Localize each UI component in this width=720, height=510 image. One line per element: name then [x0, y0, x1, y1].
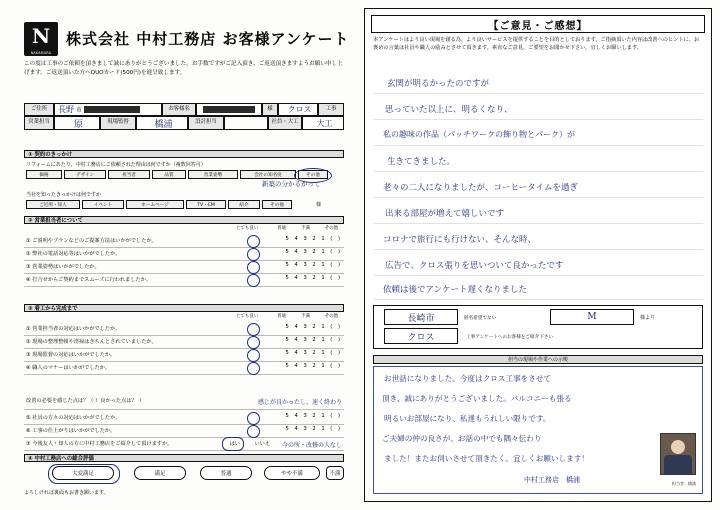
rating-somewhat-dissatisfied[interactable]: やや不満	[264, 466, 320, 480]
q-text: ① ご説明やプランなどのご提案方法はいかがでしたか。	[26, 238, 157, 244]
referral-note: 今の所・改修の人なし	[281, 442, 342, 449]
opt-design[interactable]: デザイン	[64, 170, 106, 179]
staff-label: 社員・大工	[268, 116, 302, 130]
addr-redacted	[84, 106, 140, 113]
q-scale: 5 4 3 2 1 ( )	[285, 275, 342, 281]
addr-city: 市	[76, 107, 83, 114]
opt-other[interactable]: その他	[298, 170, 328, 179]
respondent-info-box	[373, 305, 703, 349]
hw-line-2: 思っていた以上に、明るくなり、	[385, 105, 513, 115]
opt-intro[interactable]: 紹介	[228, 200, 260, 209]
q-row[interactable]	[24, 260, 344, 274]
opt-neighbor[interactable]: ご近所・知人	[26, 200, 80, 209]
work-note: 工事アンケートへのお客様をご紹介下さい	[466, 334, 554, 340]
staff-value-text: 大工	[316, 118, 333, 128]
name-redacted	[203, 106, 255, 113]
intro-text: この度は工事のご依頼を頂きまして誠にありがとうございました。お手数ですがご記入頂き、ご返送頂きますようお願い申し上げます。ご返送頂いた方へQUOカード(500円)を進呈致します。	[24, 61, 343, 76]
improvement-question: 改善の必要を感じた点は？（ ）良かった点は？（	[26, 398, 142, 404]
opinion-intro: 本アンケートはより良い現場を創る為、より良いサービスを提供することを目的としております。ご指摘頂いた内容は改善へのヒントに、お褒めの言葉は社員や職人の励みとさせて頂きます。素直なご意見、ご要望をお聞かせ下さい。宜しくお願いします。	[373, 37, 700, 51]
logo-mark: N	[31, 24, 51, 48]
staff-photo-caption: 担当者：橋浦	[672, 481, 696, 486]
q-scale: 5 4 3 2 1 ( )	[285, 337, 342, 343]
customer-info-table	[24, 103, 344, 143]
scale-head-bad: 不満	[301, 226, 310, 231]
q-scale: 5 4 3 2 1 ( )	[285, 413, 342, 419]
q1-circle-mark	[294, 168, 332, 183]
referral-no[interactable]: いいえ	[254, 441, 270, 447]
section-2-bar: ② 営業担当者について	[24, 216, 344, 224]
staff-value[interactable]	[302, 116, 344, 130]
q-row[interactable]	[24, 247, 344, 261]
opt-event[interactable]: イベント	[82, 200, 124, 209]
addr-pref: 長野	[58, 105, 74, 114]
addr-label: ご住所	[24, 103, 54, 116]
customer-name-value[interactable]	[196, 103, 262, 116]
hw-line-5: 老々の二人になりましたが、コーヒータイムを過ぎ	[383, 183, 578, 193]
left-page	[8, 8, 352, 502]
scale-head-other: その他	[324, 226, 338, 231]
opt-homepage[interactable]: ホームページ	[126, 200, 184, 209]
q-scale: 5 4 3 2 1 ( )	[285, 249, 342, 255]
scale-header-1	[24, 225, 344, 234]
rating-satisfied[interactable]: 満足	[134, 466, 186, 480]
opt-sama: 様	[316, 202, 322, 208]
scale-head-good: とても良い	[236, 226, 258, 231]
q-scale: 5 4 3 2 1 ( )	[285, 262, 342, 268]
staff-photo-body	[664, 455, 692, 474]
respondent-city-text: 長崎市	[407, 313, 435, 324]
respondent-initial[interactable]	[550, 309, 634, 325]
q-scale: 5 4 3 2 1 ( )	[285, 363, 342, 369]
scale-head-normal: 普通	[277, 314, 286, 319]
q-row[interactable]	[24, 335, 344, 349]
hw-line-8: 広告で、クロス張りを思いついて良かったです	[385, 261, 564, 271]
suffix-label: 様より	[640, 315, 656, 321]
q-row[interactable]	[24, 361, 344, 375]
rating-dissatisfied[interactable]: 不満	[326, 466, 344, 480]
customer-name-label: お客様名	[162, 103, 196, 116]
answer-circle	[247, 274, 260, 287]
q-scale: 5 4 3 2 1 ( )	[285, 350, 342, 356]
design-value[interactable]	[224, 116, 268, 130]
scale-head-good: とても良い	[236, 314, 258, 319]
q-text: ② 弊社の電話対応等はいかがでしたか。	[26, 251, 121, 257]
hw-line-1: 玄関が明るかったのですが	[387, 79, 490, 89]
q-text: ④ 職人のマナーはいかがでしたか。	[26, 365, 111, 371]
staff-line-3: 明るいお部屋になり、私達もうれしい限りです。	[384, 414, 551, 423]
q-scale: 5 4 3 2 1 ( )	[285, 324, 342, 330]
referral-yes-circle	[222, 437, 244, 451]
opt-quality[interactable]: 品質	[152, 170, 186, 179]
q-text: ⑥ 工事の仕上がりはいかがでしたか。	[26, 428, 116, 434]
name-suffix: 様	[262, 103, 278, 116]
staff-photo	[660, 433, 696, 475]
section-3-bar: ③ 着工から完成まで	[24, 304, 344, 312]
scale-head-other: その他	[324, 314, 338, 319]
q1-text: リフォームにあたり、中村工務店にご依頼された理由は何ですか（複数回答可）	[26, 162, 206, 168]
staff-line-2: 頂き、誠にありがとうございました。バルコニーも張る	[382, 394, 572, 403]
total-rating-bar: ④ 中村工務店への総合評価	[24, 454, 344, 462]
opt-price[interactable]: 価格	[26, 170, 62, 179]
respondent-work-text: クロス	[407, 332, 435, 343]
q-row[interactable]	[24, 424, 344, 438]
scale-head-bad: 不満	[301, 314, 310, 319]
hw-line-7: コロナで旅行にも行けない、そんな時、	[383, 235, 537, 245]
scale-header-2	[24, 313, 344, 322]
referral-yes[interactable]: はい	[229, 441, 240, 447]
staff-message-bar: 担当の現場や作業への示唆	[373, 355, 703, 364]
sales-value-text: 原	[73, 119, 83, 130]
staff-photo-head	[671, 440, 685, 454]
staff-line-1: お世話になりました。今度はクロス工事をさせて	[384, 374, 552, 383]
logo-caption: NAKAMURA	[30, 51, 52, 55]
sales-value[interactable]	[54, 116, 100, 130]
staff-message-box[interactable]	[373, 366, 703, 494]
q-row[interactable]	[24, 273, 344, 287]
total-rating-options	[24, 466, 344, 480]
q-text: ① 営業担当者の対応はいかがでしたか。	[26, 326, 121, 332]
q-text: ③ 営業姿勢はいかがでしたか。	[26, 264, 100, 270]
referral-row[interactable]	[24, 437, 344, 451]
q-row[interactable]	[24, 411, 344, 425]
answer-circle	[247, 362, 260, 375]
q2-text: 当社を知ったきっかけは何ですか	[26, 192, 102, 198]
page-title: 株式会社 中村工務店 お客様アンケート	[66, 30, 350, 48]
opt-other-2[interactable]: その他	[262, 200, 292, 209]
site-label: 現場監督	[100, 116, 136, 130]
staff-line-5: ました！またお伺いさせて頂きたく、宜しくお願いします！	[384, 454, 589, 463]
q-text: ⑤ 社員の方々の対応はいかがでしたか。	[26, 415, 121, 421]
q-row[interactable]	[24, 322, 344, 336]
q-text: ② 現場の整理整頓や清掃はきちんとされていましたか。	[26, 339, 157, 345]
section-1-bar: ① 契約のきっかけ	[24, 150, 344, 158]
company-logo	[24, 22, 58, 56]
q-text: ④ 打合せからご契約までスムーズに行われましたか。	[26, 277, 152, 283]
respondent-work[interactable]	[384, 328, 458, 344]
hw-line-4: 生きてきました。	[387, 157, 456, 167]
respondent-initial-text: M	[587, 312, 597, 322]
opinion-heading: 【ご意見・ご感想】	[371, 15, 705, 33]
staff-line-6: 中村工務店 橋浦	[524, 476, 580, 484]
opt-reputation[interactable]: 会社の知名度	[240, 170, 296, 179]
work-value-text: クロス	[287, 105, 312, 114]
rating-very-satisfied[interactable]: 大変満足	[52, 466, 114, 480]
staff-line-4: ご夫婦の仲の良さが、お話の中でも隅々伝わり	[382, 434, 542, 443]
design-label: 設計担当	[188, 116, 224, 130]
q-row[interactable]	[24, 348, 344, 362]
hw-line-3: 私の趣味の作品（パッチワークの飾り物とパーク）が	[383, 130, 575, 139]
addr-value[interactable]	[54, 103, 162, 116]
q-scale: 5 4 3 2 1 ( )	[285, 236, 342, 242]
q1-handwritten: 新築の分かるかって	[262, 180, 321, 188]
hw-line-6: 出来る部屋が増えて嬉しいです	[385, 209, 505, 219]
q-row[interactable]	[24, 234, 344, 248]
opt-tvcm[interactable]: TV・CM	[186, 200, 226, 209]
site-value-text: 橋浦	[154, 119, 173, 130]
rating-selected-circle	[48, 464, 120, 484]
footnote: よろしければ裏面もお書き願います。	[24, 490, 109, 496]
rating-normal[interactable]: 普通	[200, 466, 252, 480]
respondent-city[interactable]	[384, 309, 458, 325]
opt-attitude[interactable]: 営業姿勢	[188, 170, 238, 179]
improvement-answer: 感じが良かったし、速く終わり	[257, 399, 342, 406]
handwritten-comment-area[interactable]	[373, 71, 703, 301]
sales-label: 営業担当	[24, 116, 54, 130]
site-value[interactable]	[136, 116, 188, 130]
q-text: ③ 現場監督の対応はいかがでしたか。	[26, 352, 116, 358]
hw-line-9: 依頼は後でアンケート遅くなりました	[383, 285, 527, 295]
right-page	[364, 8, 712, 502]
q-scale: 5 4 3 2 1 ( )	[285, 426, 342, 432]
improvement-row[interactable]	[24, 394, 344, 410]
anon-label: 匿名希望でない	[464, 315, 497, 321]
work-label: 工事	[318, 103, 344, 116]
opt-staff[interactable]: 担当者	[108, 170, 150, 179]
scale-head-normal: 普通	[277, 226, 286, 231]
q-text: ⑦ 今後友人・知人の方に中村工務店をご紹介して頂けますか。	[26, 441, 173, 447]
work-value[interactable]	[278, 103, 318, 116]
